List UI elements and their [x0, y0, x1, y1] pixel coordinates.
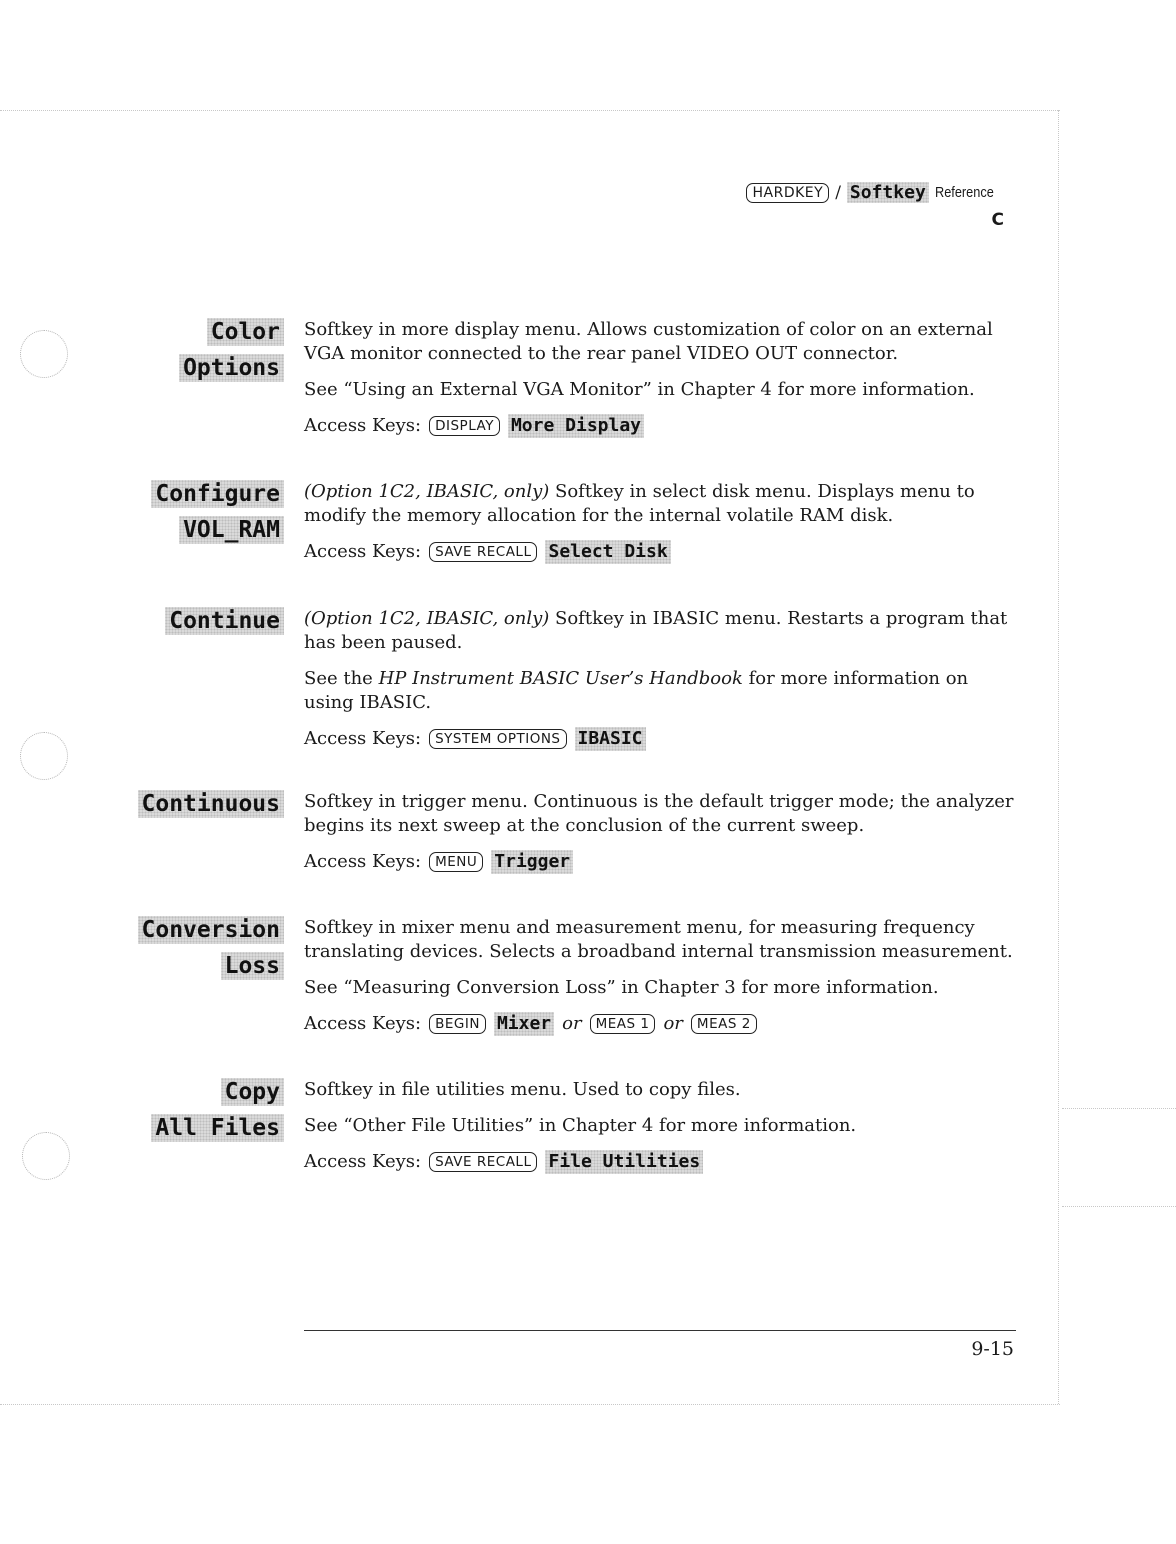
scan-border-right [1058, 110, 1059, 1404]
entry-softkey-name [151, 1078, 284, 1142]
hardkey-system-options: SYSTEM OPTIONS [429, 729, 566, 749]
see-also-paragraph [304, 667, 1016, 715]
or-connector: or [663, 1013, 683, 1034]
softkey-name-line: All Files [151, 1114, 284, 1142]
softkey-name-line: Conversion [138, 916, 284, 944]
softkey-name-line: Copy [221, 1078, 284, 1106]
section-letter: C [991, 210, 1004, 230]
access-keys [304, 414, 1016, 438]
access-keys [304, 727, 1016, 751]
scan-border-bottom [0, 1404, 1060, 1405]
softkey-name-line: Loss [221, 952, 284, 980]
hardkey-meas-2: MEAS 2 [691, 1014, 757, 1034]
or-connector: or [562, 1013, 582, 1034]
entry-softkey-name [138, 790, 284, 818]
entry-description [304, 480, 1016, 564]
softkey-more-display: More Display [508, 414, 644, 438]
scan-edge-mark [1062, 1108, 1176, 1109]
softkey-name-line: Options [179, 354, 284, 382]
hardkey-save-recall: SAVE RECALL [429, 542, 537, 562]
hardkey-begin: BEGIN [429, 1014, 486, 1034]
softkey-mixer: Mixer [494, 1012, 554, 1036]
see-also-paragraph: See “Measuring Conversion Loss” in Chapter 3 for more information. [304, 977, 939, 998]
softkey-name-line: Continue [165, 607, 284, 635]
access-keys-label: Access Keys: [304, 541, 422, 562]
description-text: Softkey in select disk menu. Displays menu to modify the memory allocation for the internal volatile RAM disk. [304, 481, 975, 526]
entry-description [304, 318, 1016, 438]
description-paragraph: Softkey in more display menu. Allows customization of color on an external VGA monitor connected to the rear panel VIDEO OUT connector. [304, 319, 993, 364]
option-note: (Option 1C2, IBASIC, only) [304, 608, 550, 629]
see-also-paragraph: See “Using an External VGA Monitor” in Chapter 4 for more information. [304, 379, 975, 400]
footer-rule [304, 1330, 1016, 1331]
softkey-ibasic: IBASIC [575, 727, 646, 751]
header-separator: / [835, 182, 841, 203]
hardkey-display: DISPLAY [429, 416, 500, 436]
punch-hole-middle [20, 732, 68, 780]
option-note: (Option 1C2, IBASIC, only) [304, 481, 550, 502]
softkey-name-line: VOL_RAM [179, 516, 284, 544]
description-paragraph [304, 480, 1016, 528]
punch-hole-top [20, 330, 68, 378]
scan-border-top [0, 110, 1060, 111]
access-keys [304, 850, 1016, 874]
softkey-name-line: Color [207, 318, 284, 346]
access-keys [304, 1150, 1016, 1174]
access-keys-label: Access Keys: [304, 415, 422, 436]
access-keys-label: Access Keys: [304, 1013, 422, 1034]
entry-softkey-name [138, 916, 284, 980]
page-header [746, 182, 1004, 203]
entry-softkey-name [165, 607, 284, 635]
scan-edge-mark [1062, 1206, 1176, 1207]
softkey-name-line: Continuous [138, 790, 284, 818]
softkey-name-line: Configure [151, 480, 284, 508]
header-softkey: Softkey [847, 182, 929, 203]
see-suffix: for more information on using IBASIC. [304, 668, 969, 713]
access-keys [304, 540, 1016, 564]
description-paragraph [304, 607, 1016, 655]
hardkey-save-recall: SAVE RECALL [429, 1152, 537, 1172]
description-paragraph: Softkey in trigger menu. Continuous is the default trigger mode; the analyzer begins its next sweep at the conclusion of the current sweep. [304, 791, 1014, 836]
access-keys-label: Access Keys: [304, 728, 422, 749]
softkey-select-disk: Select Disk [545, 540, 670, 564]
punch-hole-bottom [22, 1132, 70, 1180]
hardkey-meas-1: MEAS 1 [590, 1014, 656, 1034]
entry-description [304, 607, 1016, 751]
description-text: Softkey in IBASIC menu. Restarts a program that has been paused. [304, 608, 1008, 653]
entry-softkey-name [179, 318, 284, 382]
entry-description [304, 916, 1016, 1036]
header-reference: Reference [934, 184, 994, 201]
book-title: HP Instrument BASIC User’s Handbook [378, 668, 743, 689]
description-paragraph: Softkey in mixer menu and measurement menu, for measuring frequency translating devices. Selects a broadband internal transmission measurement. [304, 917, 1013, 962]
see-also-paragraph: See “Other File Utilities” in Chapter 4 for more information. [304, 1115, 857, 1136]
see-prefix: See the [304, 668, 379, 689]
access-keys [304, 1012, 1016, 1036]
page-number: 9-15 [971, 1338, 1014, 1360]
entry-description [304, 790, 1016, 874]
entry-description [304, 1078, 1016, 1174]
access-keys-label: Access Keys: [304, 1151, 422, 1172]
header-hardkey: HARDKEY [746, 183, 829, 203]
hardkey-menu: MENU [429, 852, 483, 872]
softkey-trigger: Trigger [491, 850, 573, 874]
entry-softkey-name [151, 480, 284, 544]
softkey-file-utilities: File Utilities [545, 1150, 703, 1174]
description-paragraph: Softkey in file utilities menu. Used to copy files. [304, 1079, 741, 1100]
access-keys-label: Access Keys: [304, 851, 422, 872]
